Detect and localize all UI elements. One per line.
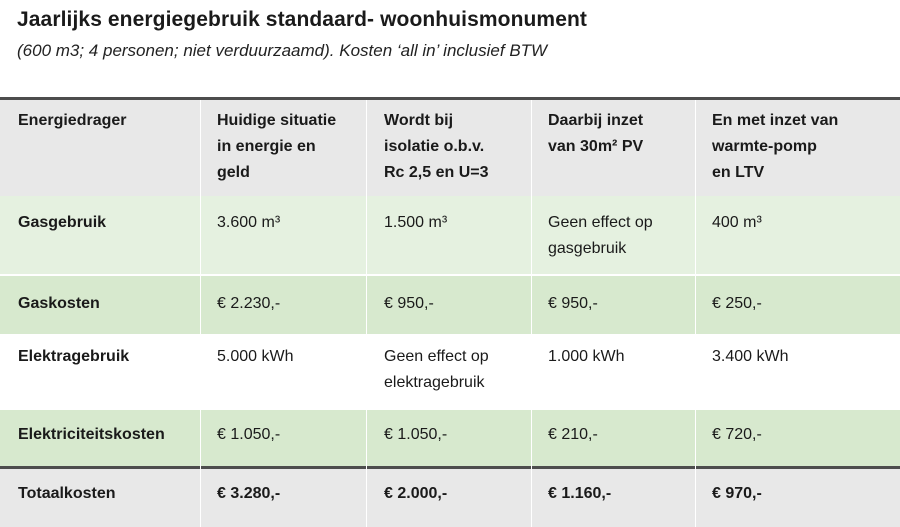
table-row-gaskosten	[0, 276, 900, 334]
table-cell: Geen effect op gasgebruik	[548, 214, 653, 257]
table-cell: 3.400 kWh	[712, 348, 789, 365]
header-pv: Daarbij inzet van 30m² PV	[548, 112, 644, 155]
row-label: Elektriciteitskosten	[18, 426, 165, 443]
total-cell: € 3.280,-	[217, 485, 281, 502]
table-cell: 400 m³	[712, 214, 762, 231]
table-cell: € 210,-	[548, 426, 598, 443]
table-row-totaalkosten	[0, 469, 900, 527]
table-header-row	[0, 100, 900, 196]
column-divider	[695, 100, 696, 527]
table-row-gasgebruik	[0, 196, 900, 274]
column-divider	[200, 100, 201, 527]
row-label: Gasgebruik	[18, 214, 107, 231]
total-cell: € 1.160,-	[548, 485, 612, 502]
table-cell: € 250,-	[712, 295, 762, 312]
header-huidige-situatie: Huidige situatie in energie en geld	[217, 112, 337, 181]
page-subtitle: (600 m3; 4 personen; niet verduurzaamd). Kosten ‘all in’ inclusief BTW	[17, 41, 548, 60]
header-warmtepomp: En met inzet van warmte-pomp en LTV	[712, 112, 839, 181]
table-cell: € 950,-	[548, 295, 598, 312]
table-cell: Geen effect op elektragebruik	[384, 348, 489, 391]
row-label: Gaskosten	[18, 295, 100, 312]
column-divider	[366, 100, 367, 527]
table-cell: 1.000 kWh	[548, 348, 625, 365]
header-isolatie: Wordt bij isolatie o.b.v. Rc 2,5 en U=3	[384, 112, 489, 181]
table-cell: € 2.230,-	[217, 295, 281, 312]
table-cell: 5.000 kWh	[217, 348, 294, 365]
row-label: Elektragebruik	[18, 348, 130, 365]
table-cell: € 950,-	[384, 295, 434, 312]
table-cell: € 1.050,-	[384, 426, 448, 443]
table-row-elektragebruik	[0, 334, 900, 408]
page-title: Jaarlijks energiegebruik standaard- woonhuismonument	[17, 8, 587, 31]
column-divider	[531, 100, 532, 527]
table-cell: € 720,-	[712, 426, 762, 443]
table-cell: € 1.050,-	[217, 426, 281, 443]
total-cell: € 2.000,-	[384, 485, 448, 502]
header-energiedrager: Energiedrager	[18, 112, 127, 129]
table-cell: 3.600 m³	[217, 214, 281, 231]
total-cell: € 970,-	[712, 485, 762, 502]
total-label: Totaalkosten	[18, 485, 116, 502]
table-cell: 1.500 m³	[384, 214, 448, 231]
table-row-elektriciteitskosten	[0, 410, 900, 466]
